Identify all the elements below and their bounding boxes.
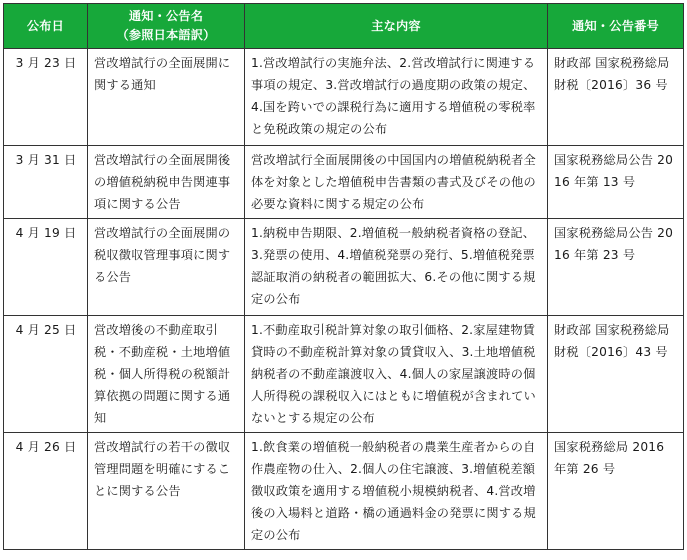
notices-table [3, 3, 684, 550]
cell-content: 営改増試行全面展開後の中国国内の増値税納税者全体を対象とした増値税申告書類の書式及びその他の必要な資料に関する規定の公布 [245, 146, 548, 219]
cell-number: 国家税務総局 2016 年第 26 号 [548, 433, 684, 550]
cell-content: 1.営改増試行の実施弁法、2.営改増試行に関連する事項の規定、3.営改増試行の過度期の政策の規定、4.国を跨いでの課税行為に適用する増値税の零税率と免税政策の規定の公布 [245, 49, 548, 146]
cell-content: 1.飲食業の増値税一般納税者の農業生産者からの自作農産物の仕入、2.個人の住宅譲渡、3.増値税差額徴収政策を適用する増値税小規模納税者、4.営改増後の入場料と道路・橋の通過料金の発票に関する規定の公布 [245, 433, 548, 550]
cell-number: 財政部 国家税務総局 財税〔2016〕43 号 [548, 316, 684, 433]
table-row [4, 219, 684, 316]
cell-name: 営改増試行の全面展開の税収徴収管理事項に関する公告 [88, 219, 245, 316]
cell-date: 4 月 26 日 [4, 433, 88, 550]
cell-name: 営改増試行の全面展開に関する通知 [88, 49, 245, 146]
cell-date: 4 月 25 日 [4, 316, 88, 433]
cell-date: 4 月 19 日 [4, 219, 88, 316]
header-name-line2: （参照日本語訳） [116, 28, 216, 42]
cell-date: 3 月 23 日 [4, 49, 88, 146]
cell-name: 営改増試行の全面展開後の増値税納税申告関連事項に関する公告 [88, 146, 245, 219]
header-number: 通知・公告番号 [548, 4, 684, 49]
cell-content: 1.不動産取引税計算対象の取引価格、2.家屋建物賃貸時の不動産税計算対象の賃貸収入、3.土地増値税納税者の不動産譲渡収入、4.個人の家屋譲渡時の個人所得税の課税収入にはともに増値税が含まれていないとする規定の公布 [245, 316, 548, 433]
header-name [88, 4, 245, 49]
cell-date: 3 月 31 日 [4, 146, 88, 219]
cell-name: 営改増試行の若干の徴収管理問題を明確にすることに関する公告 [88, 433, 245, 550]
table-row [4, 316, 684, 433]
header-content: 主な内容 [245, 4, 548, 49]
table-row [4, 433, 684, 550]
cell-number: 国家税務総局公告 2016 年第 13 号 [548, 146, 684, 219]
cell-content: 1.納税申告期限、2.増値税一般納税者資格の登記、3.発票の使用、4.増値税発票の発行、5.増値税発票認証取消の納税者の範囲拡大、6.その他に関する規定の公布 [245, 219, 548, 316]
cell-number: 国家税務総局公告 2016 年第 23 号 [548, 219, 684, 316]
header-name-line1: 通知・公告名 [128, 9, 204, 23]
cell-number: 財政部 国家税務総局 財税〔2016〕36 号 [548, 49, 684, 146]
table-header-row [4, 4, 684, 49]
header-date: 公布日 [4, 4, 88, 49]
table-row [4, 146, 684, 219]
table-row [4, 49, 684, 146]
cell-name: 営改増後の不動産取引税・不動産税・土地増値税・個人所得税の税額計算依拠の問題に関する通知 [88, 316, 245, 433]
